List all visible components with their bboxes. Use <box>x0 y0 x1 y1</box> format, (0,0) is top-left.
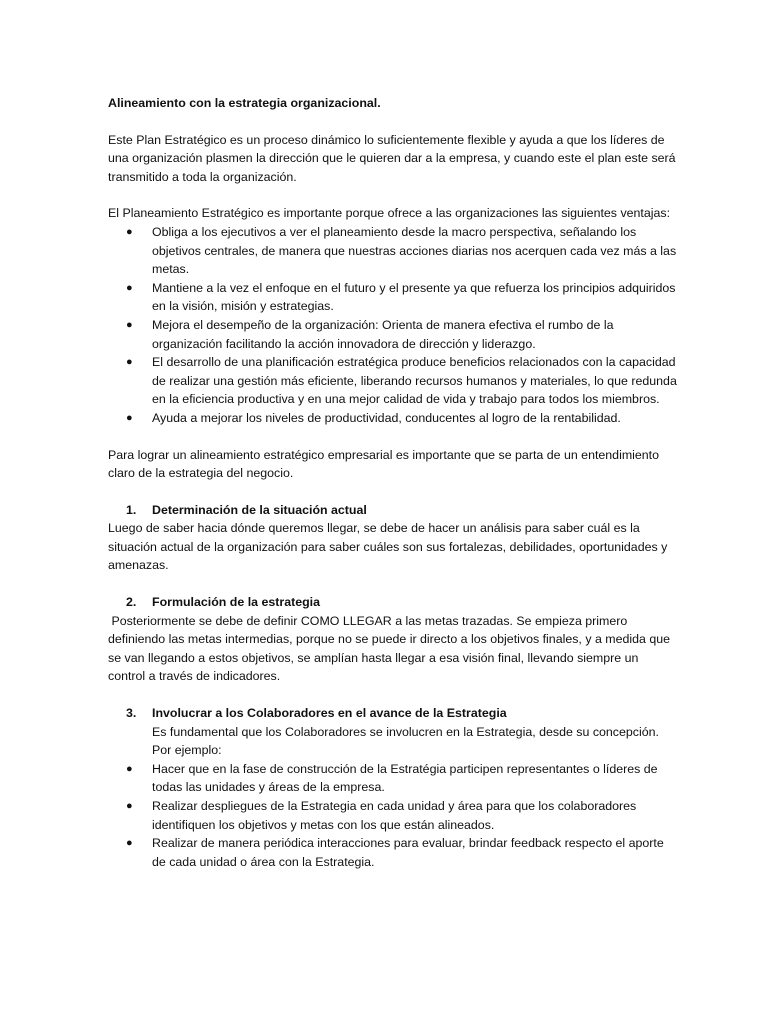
advantages-intro: El Planeamiento Estratégico es importante porque ofrece a las organizaciones las siguientes ventajas: <box>108 206 671 221</box>
section-body: Luego de saber hacia dónde queremos llegar, se debe de hacer un análisis para saber cuál es la situación actual de la organización para saber cuáles son sus fortalezas, debilidades, oportunidades y amenazas. <box>108 521 668 573</box>
document-title: Alineamiento con la estrategia organizacional. <box>108 96 381 110</box>
list-item <box>108 760 678 797</box>
section-body: Es fundamental que los Colaboradores se involucren en la Estrategia, desde su concepción. Por ejemplo: <box>152 724 659 758</box>
section-heading <box>108 501 678 520</box>
bullet-icon: ● <box>126 356 133 369</box>
bullet-icon: ● <box>126 281 133 294</box>
list-item <box>108 353 678 409</box>
section-2 <box>108 593 678 686</box>
section-body: Posteriormente se debe de definir COMO LLEGAR a las metas trazadas. Se empieza primero definiendo las metas intermedias, porque no se puede ir directo a los objetivos finales, y a medida que se van llegando a estos objetivos, se amplían hasta llegar a esa visión final, llevando siempre un control a través de indicadores. <box>108 613 674 684</box>
section-number: 3. <box>126 706 137 721</box>
section-heading-text: Formulación de la estrategia <box>152 595 321 610</box>
advantages-list <box>108 223 678 428</box>
list-item <box>108 797 678 834</box>
list-item <box>108 316 678 353</box>
section-heading <box>108 704 678 723</box>
list-item-text: Hacer que en la fase de construcción de la Estratégia participen representantes o líderes de todas las unidades y áreas de la empresa. <box>152 761 658 795</box>
list-item <box>108 834 678 871</box>
bullet-icon: ● <box>126 800 133 812</box>
alignment-intro: Para lograr un alineamiento estratégico empresarial es importante que se parta de un entendimiento claro de la estrategia del negocio. <box>108 447 660 481</box>
section-3 <box>108 704 678 871</box>
list-item-text: Mejora el desempeño de la organización: Orienta de manera efectiva el rumbo de la organización facilitando la acción innovadora de dirección y liderazgo. <box>152 317 614 351</box>
list-item <box>108 223 678 279</box>
bullet-icon: ● <box>126 762 133 775</box>
collaborators-list <box>108 760 678 872</box>
bullet-icon: ● <box>126 225 133 238</box>
bullet-icon: ● <box>126 318 133 331</box>
section-heading-text: Involucrar a los Colaboradores en el avance de la Estrategia <box>152 706 507 721</box>
document-content <box>108 94 678 871</box>
list-item-text: Ayuda a mejorar los niveles de productividad, conducentes al logro de la rentabilidad. <box>152 410 621 425</box>
section-heading-text: Determinación de la situación actual <box>152 502 367 517</box>
bullet-icon: ● <box>126 837 133 850</box>
list-item <box>108 279 678 316</box>
intro-paragraph: Este Plan Estratégico es un proceso dinámico lo suficientemente flexible y ayuda a que los líderes de una organización plasmen la dirección que le quieren dar a la empresa, y cuando este el plan este será transmitido a toda la organización. <box>108 132 676 184</box>
section-number: 1. <box>126 502 137 517</box>
section-heading <box>108 593 678 612</box>
list-item-text: Realizar despliegues de la Estrategia en cada unidad y área para que los colaboradores identifiquen los objetivos y metas con los que están alineados. <box>152 799 637 832</box>
bullet-icon: ● <box>126 411 133 424</box>
list-item <box>108 409 678 428</box>
list-item-text: El desarrollo de una planificación estratégica produce beneficios relacionados con la capacidad de realizar una gestión más eficiente, liberando recursos humanos y materiales, lo que redunda en la eficiencia productiva y en una mejor calidad de vida y trabajo para todos los miembros. <box>152 355 677 407</box>
list-item-text: Realizar de manera periódica interacciones para evaluar, brindar feedback respecto el aporte de cada unidad o área con la Estrategia. <box>152 836 664 869</box>
section-number: 2. <box>126 595 137 610</box>
section-1 <box>108 501 678 575</box>
list-item-text: Obliga a los ejecutivos a ver el planeamiento desde la macro perspectiva, señalando los objetivos centrales, de manera que nuestras acciones diarias nos acerquen cada vez más a las metas. <box>152 224 677 277</box>
list-item-text: Mantiene a la vez el enfoque en el futuro y el presente ya que refuerza los principios adquiridos en la visión, misión y estrategias. <box>152 280 676 314</box>
